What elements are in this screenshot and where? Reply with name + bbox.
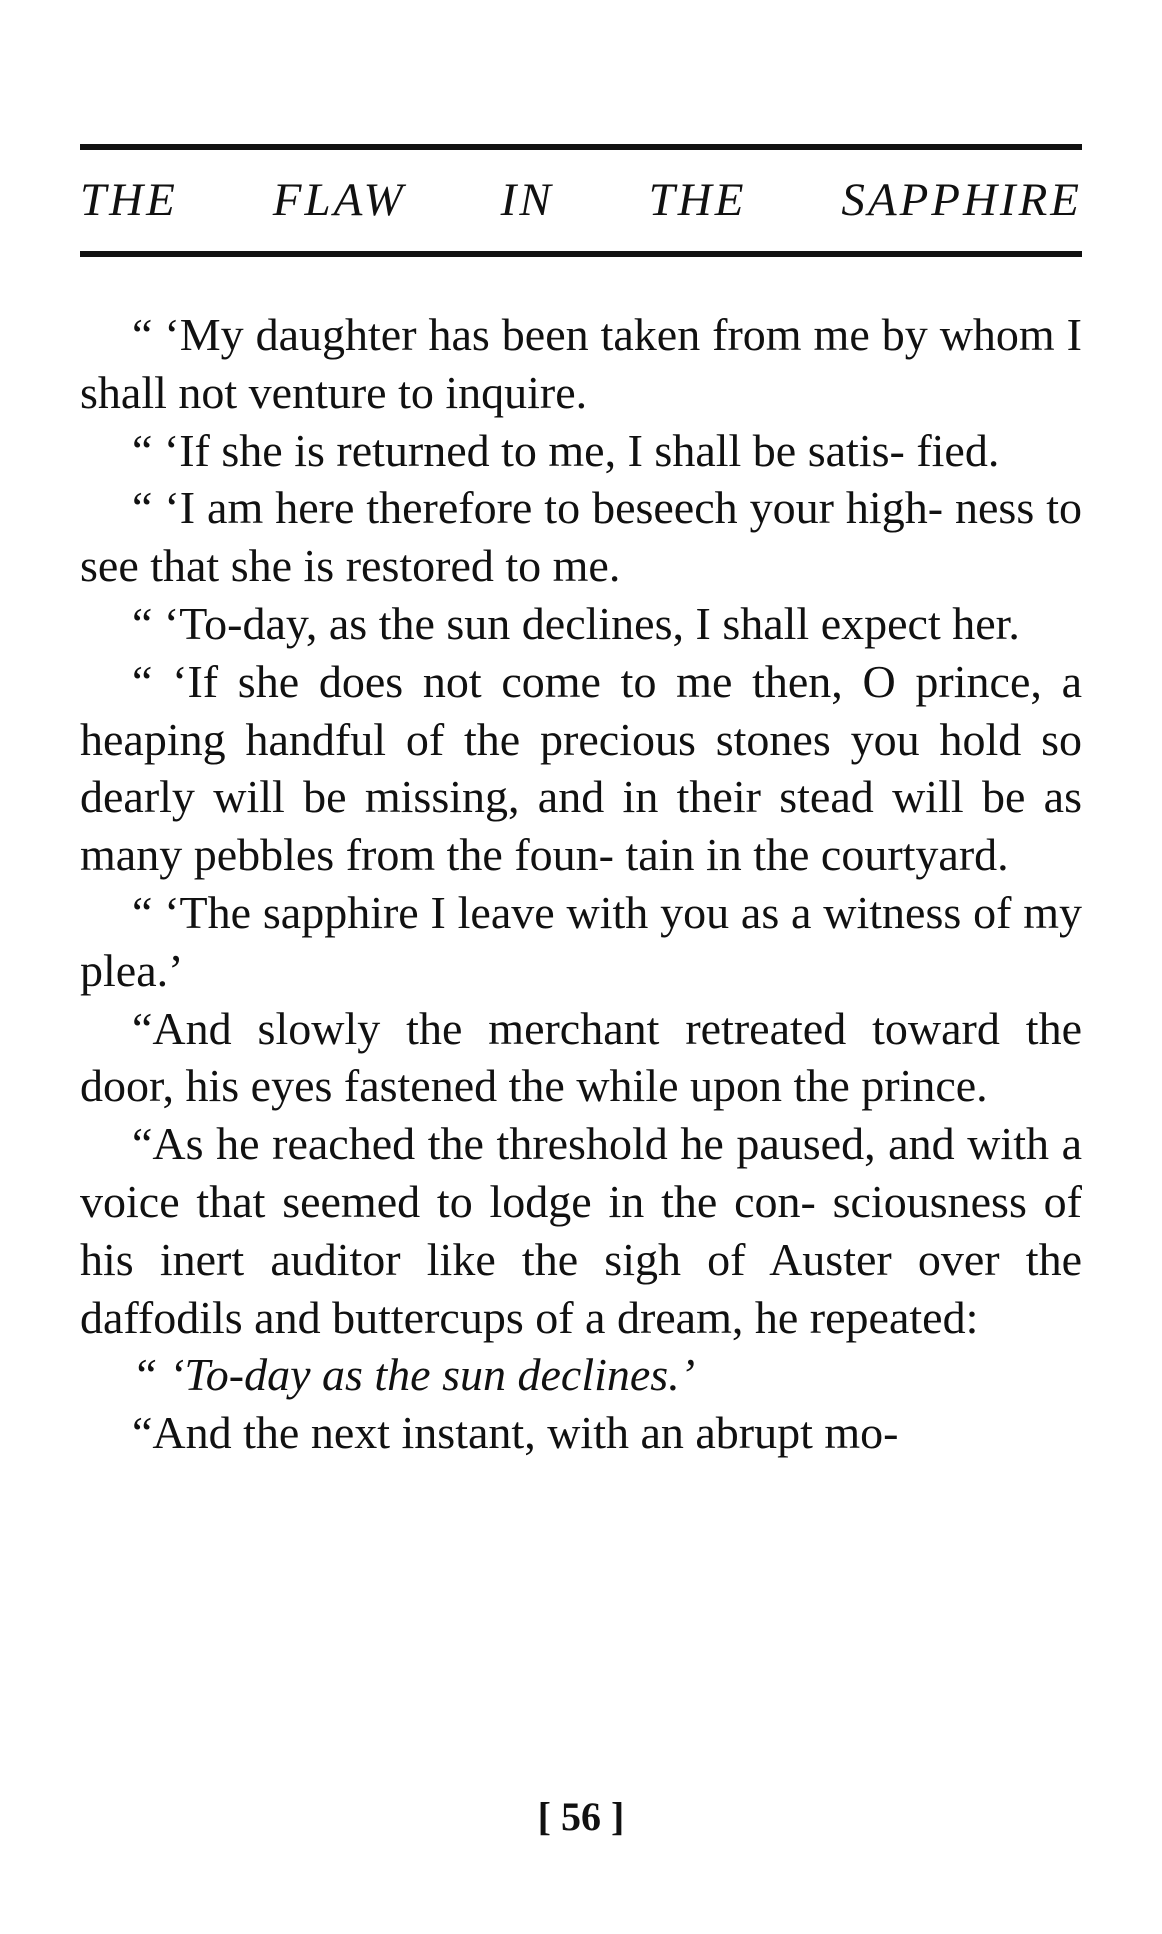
paragraph-text: “ ‘If she is returned to me, I shall be satis- fied. bbox=[132, 424, 1000, 476]
paragraph-text: “ ‘To-day as the sun declines.’ bbox=[132, 1349, 696, 1401]
paragraph-text: “ ‘To-day, as the sun declines, I shall expect her. bbox=[132, 597, 1020, 649]
page-number: [ 56 ] bbox=[537, 1794, 625, 1839]
paragraph-text: “ ‘I am here therefore to beseech your high- ness to see that she is restored to me. bbox=[80, 482, 1082, 592]
paragraph-italic bbox=[80, 1346, 1082, 1404]
paragraph bbox=[80, 595, 1082, 653]
paragraph-text: “ ‘My daughter has been taken from me by whom I shall not venture to inquire. bbox=[80, 309, 1082, 418]
paragraph bbox=[80, 1115, 1082, 1346]
header-rule-top bbox=[80, 144, 1082, 150]
paragraph-text: “As he reached the threshold he paused, and with a voice that seemed to lodge in the con- sciousness of his inert auditor like the sigh of Auster over the daffodils and buttercups of a dream, he repeated: bbox=[80, 1118, 1082, 1343]
paragraph bbox=[80, 1404, 1082, 1462]
book-page bbox=[80, 0, 1082, 1934]
running-head: THE FLAW IN THE SAPPHIRE bbox=[80, 174, 1082, 226]
paragraph-text: “And the next instant, with an abrupt mo- bbox=[132, 1407, 899, 1459]
paragraph bbox=[80, 653, 1082, 884]
paragraph bbox=[80, 1000, 1082, 1116]
body-text bbox=[80, 306, 1082, 1462]
paragraph-text: “And slowly the merchant retreated toward the door, his eyes fastened the while upon the prince. bbox=[80, 1002, 1082, 1112]
paragraph bbox=[80, 422, 1082, 480]
paragraph bbox=[80, 306, 1082, 422]
paragraph-text: “ ‘The sapphire I leave with you as a witness of my plea.’ bbox=[80, 886, 1082, 996]
header-rule-bottom bbox=[80, 251, 1082, 257]
paragraph bbox=[80, 479, 1082, 595]
paragraph-text: “ ‘If she does not come to me then, O prince, a heaping handful of the precious stones you hold so dearly will be missing, and in their stead will be as many pebbles from the foun- tain in the courtyard. bbox=[80, 655, 1082, 881]
paragraph bbox=[80, 884, 1082, 1000]
